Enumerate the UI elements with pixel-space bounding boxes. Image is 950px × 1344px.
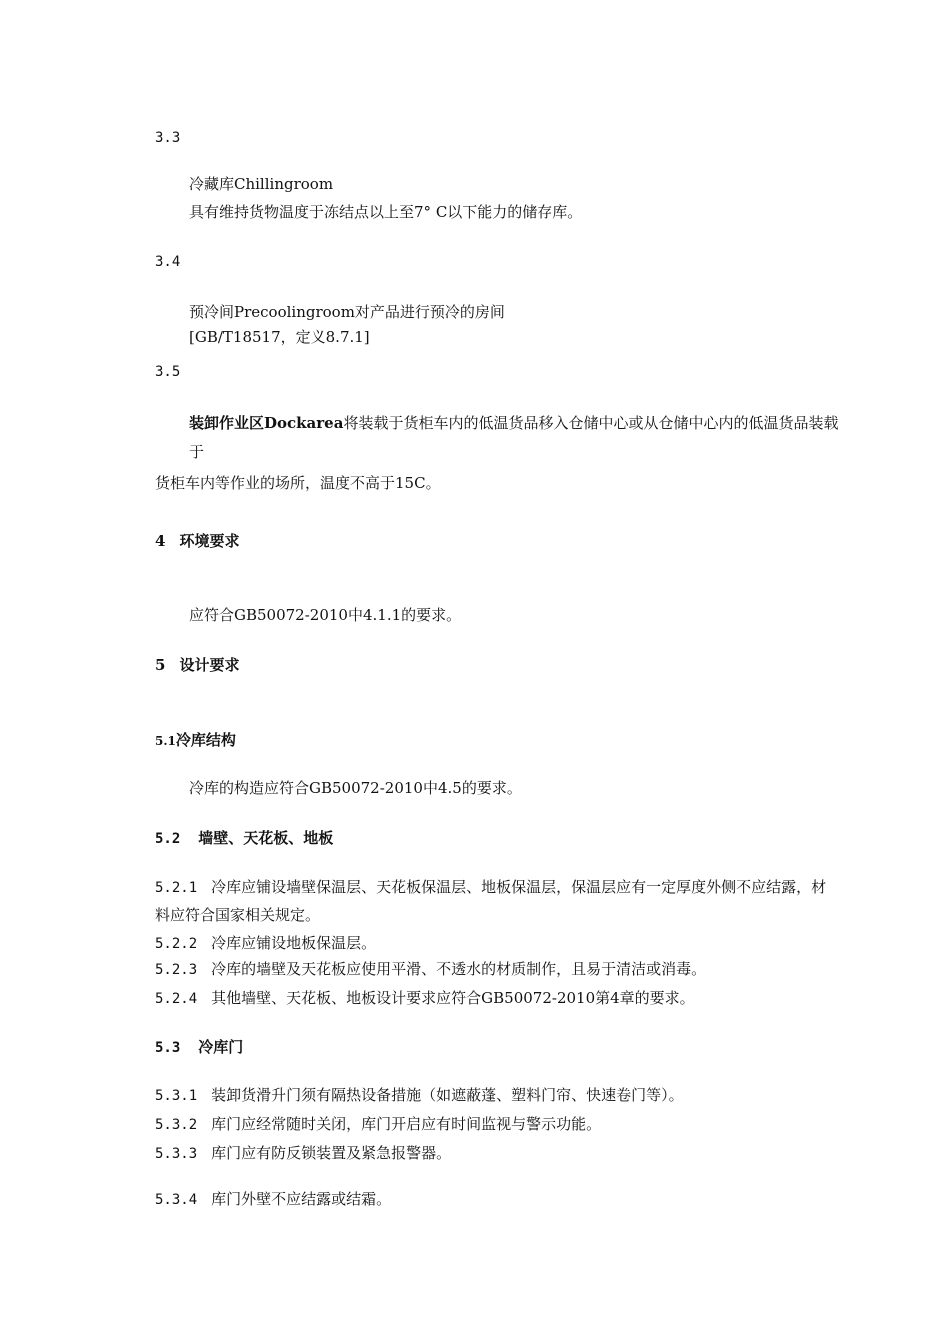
subsection-number: 5.1 <box>155 734 176 748</box>
term-heading: 冷藏库Chillingroom <box>189 175 334 193</box>
clause-text: 冷库应铺设墙壁保温层、天花板保温层、地板保温层，保温层应有一定厚度外侧不应结露，材 <box>211 878 827 896</box>
clause-text: 其他墙壁、天花板、地板设计要求应符合GB50072-2010第4章的要求。 <box>211 989 695 1007</box>
term-definition: 将装载于货柜车内的低温货品移入仓储中心或从仓储中心内的低温货品装载 <box>343 414 839 432</box>
section-number: 5 <box>155 656 166 674</box>
subsection-heading <box>155 828 333 849</box>
clause-number: 5.2.3 <box>155 962 198 978</box>
clause-item <box>155 1114 601 1135</box>
subsection-title: 冷库门 <box>198 1038 244 1056</box>
term-definition: 具有维持货物温度于冻结点以上至7° C以下能力的储存库。 <box>189 203 583 221</box>
clause-item <box>155 988 695 1009</box>
clause-number: 3.5 <box>155 364 181 380</box>
term-reference: [GB/T18517，定义8.7.1] <box>189 328 370 346</box>
term-definition-continued: 于 <box>189 443 205 461</box>
clause-item <box>155 1189 391 1210</box>
section-number: 4 <box>155 532 166 550</box>
clause-text: 库门应经常随时关闭，库门开启应有时间监视与警示功能。 <box>211 1115 602 1133</box>
clause-item <box>155 959 706 980</box>
term-heading: 预冷间Precoolingroom对产品进行预冷的房间 <box>189 303 505 321</box>
subsection-body: 冷库的构造应符合GB50072-2010中4.5的要求。 <box>189 779 522 797</box>
term-definition-continued: 货柜车内等作业的场所，温度不高于15C。 <box>155 474 441 492</box>
clause-text: 冷库应铺设地板保温层。 <box>211 934 377 952</box>
clause-text: 库门外壁不应结露或结霜。 <box>211 1190 392 1208</box>
subsection-heading <box>155 1037 243 1058</box>
subsection-number: 5.2 <box>155 831 181 847</box>
term-paragraph <box>189 413 838 433</box>
section-title: 设计要求 <box>179 656 240 674</box>
clause-number: 5.2.4 <box>155 991 198 1007</box>
clause-number: 5.3.4 <box>155 1192 198 1208</box>
clause-number: 5.2.1 <box>155 880 198 896</box>
clause-text-continued: 料应符合国家相关规定。 <box>155 906 321 924</box>
clause-item <box>155 1085 684 1106</box>
clause-number: 3.3 <box>155 130 181 146</box>
clause-number: 5.3.3 <box>155 1146 198 1162</box>
subsection-title: 冷库结构 <box>175 731 236 749</box>
section-heading <box>155 655 239 675</box>
subsection-heading <box>155 730 236 751</box>
section-title: 环境要求 <box>179 532 240 550</box>
clause-item <box>155 933 376 954</box>
subsection-title: 墙壁、天花板、地板 <box>198 829 334 847</box>
clause-number: 5.3.1 <box>155 1088 198 1104</box>
subsection-number: 5.3 <box>155 1040 181 1056</box>
clause-item <box>155 1143 451 1164</box>
clause-text: 装卸货滑升门须有隔热设备措施（如遮蔽蓬、塑料门帘、快速卷门等）。 <box>211 1086 684 1104</box>
clause-number: 5.2.2 <box>155 936 198 952</box>
clause-number: 5.3.2 <box>155 1117 198 1133</box>
term-heading: 装卸作业区Dockarea <box>189 414 344 432</box>
section-body: 应符合GB50072-2010中4.1.1的要求。 <box>189 606 462 624</box>
clause-text: 冷库的墙壁及天花板应使用平滑、不透水的材质制作，且易于清洁或消毒。 <box>211 960 707 978</box>
section-heading <box>155 531 239 551</box>
clause-item <box>155 877 826 898</box>
clause-number: 3.4 <box>155 254 181 270</box>
clause-text: 库门应有防反锁装置及紧急报警器。 <box>211 1144 452 1162</box>
